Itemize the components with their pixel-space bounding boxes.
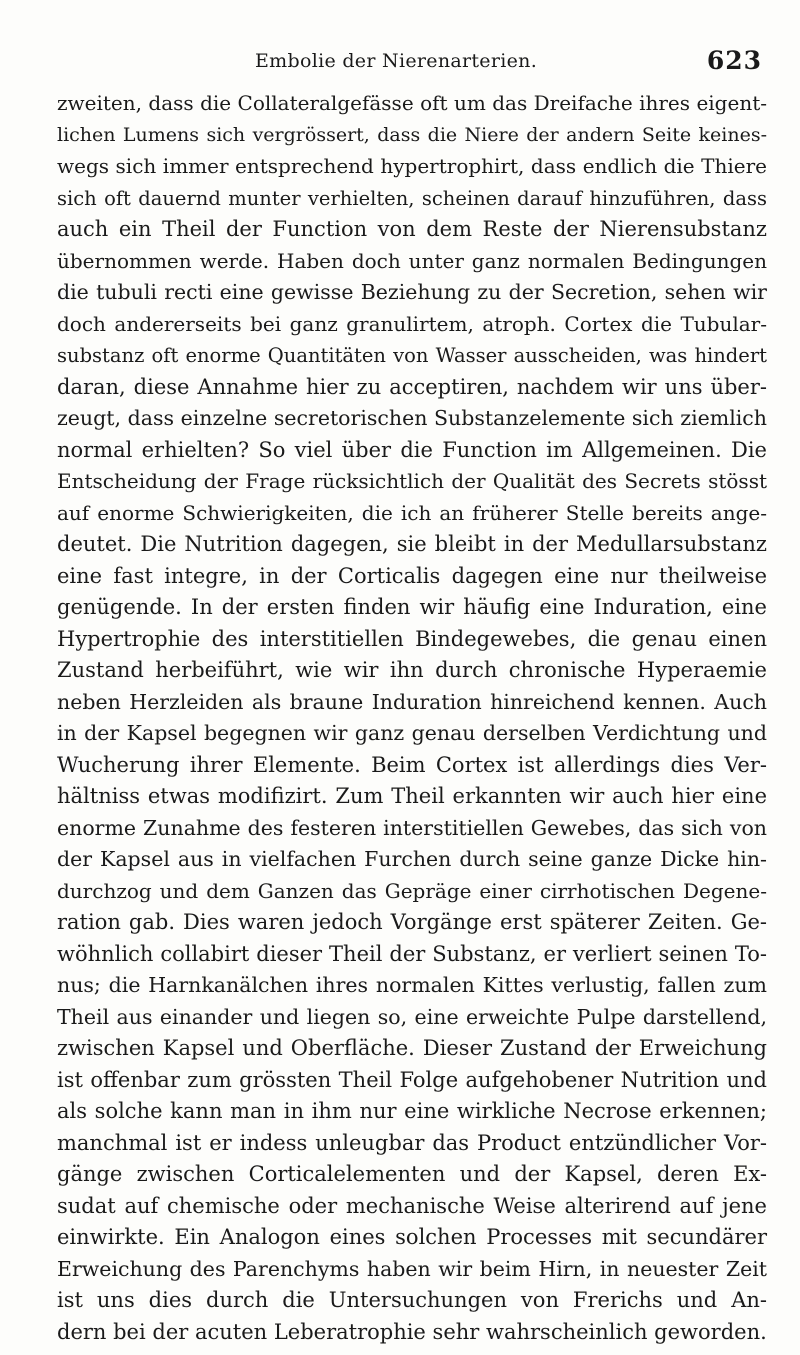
text-line: durchzog und dem Ganzen das Gepräge einer cirrhotischen Degene- [57,878,767,903]
text-line: wöhnlich collabirt dieser Theil der Substanz, er verliert seinen To- [57,941,767,966]
text-line: Theil aus einander und liegen so, eine erweichte Pulpe darstellend, [57,1004,767,1029]
page-number: 623 [706,46,762,75]
text-line: deutet. Die Nutrition dagegen, sie bleibt in der Medullarsubstanz [57,532,767,556]
text-line: ist offenbar zum grössten Theil Folge aufgehobener Nutrition und [57,1067,767,1092]
text-line: übernommen werde. Haben doch unter ganz normalen Bedingungen [57,248,767,273]
text-line: auch ein Theil der Function von dem Reste der Nierensubstanz [57,217,767,241]
text-line: zeugt, dass einzelne secretorischen Substanzelemente sich ziemlich [57,406,767,430]
text-line: doch andererseits bei ganz granulirtem, atroph. Cortex die Tubular- [57,311,767,336]
text-line: wegs sich immer entsprechend hypertrophirt, dass endlich die Thiere [57,154,767,178]
text-line: enorme Zunahme des festeren interstitiellen Gewebes, das sich von [57,815,767,840]
text-line: zweiten, dass die Collateralgefässe oft um das Dreifache ihres eigent- [57,91,767,115]
text-line: Wucherung ihrer Elemente. Beim Cortex ist allerdings dies Ver- [57,752,767,777]
text-line: auf enorme Schwierigkeiten, die ich an früherer Stelle bereits ange- [57,500,767,525]
text-line: der Kapsel aus in vielfachen Furchen durch seine ganze Dicke hin- [57,847,767,871]
text-line: eine fast integre, in der Corticalis dagegen eine nur theilweise [57,563,767,588]
text-line: Hypertrophie des interstitiellen Bindegewebes, die genau einen [57,626,767,651]
text-line: Zustand herbeiführt, wie wir ihn durch chronische Hyperaemie [57,658,767,682]
text-line: genügende. In der ersten finden wir häufig eine Induration, eine [57,595,767,619]
text-line: substanz oft enorme Quantitäten von Wasser ausscheiden, was hindert [57,344,767,367]
text-line: die tubuli recti eine gewisse Beziehung zu der Secretion, sehen wir [57,280,767,304]
text-line: einwirkte. Ein Analogon eines solchen Processes mit secundärer [57,1225,767,1249]
text-line: sudat auf chemische oder mechanische Weise alterirend auf jene [57,1193,767,1218]
body-text [57,88,767,1348]
text-line: manchmal ist er indess unleugbar das Product entzündlicher Vor- [57,1130,767,1155]
text-line: zwischen Kapsel und Oberfläche. Dieser Zustand der Erweichung [57,1036,767,1060]
running-title: Embolie der Nierenarterien. [255,50,538,72]
text-line: lichen Lumens sich vergrössert, dass die Niere der andern Seite keines- [57,123,767,146]
text-line: in der Kapsel begegnen wir ganz genau derselben Verdichtung und [57,721,767,745]
text-line: ration gab. Dies waren jedoch Vorgänge erst späterer Zeiten. Ge- [57,910,767,934]
text-line: Entscheidung der Frage rücksichtlich der Qualität des Secrets stösst [57,469,767,493]
text-line: Erweichung des Parenchyms haben wir beim Hirn, in neuester Zeit [57,1256,767,1281]
text-line: gänge zwischen Corticalelementen und der Kapsel, deren Ex- [57,1162,767,1186]
text-line: daran, diese Annahme hier zu acceptiren, nachdem wir uns über- [57,374,767,399]
text-line: neben Herzleiden als braune Induration hinreichend kennen. Auch [57,689,767,714]
text-line: ist uns dies durch die Untersuchungen von Frerichs und An- [57,1288,767,1312]
text-line: dern bei der acuten Leberatrophie sehr wahrscheinlich geworden. [57,1319,767,1344]
page-header [0,44,800,84]
text-line: normal erhielten? So viel über die Function im Allgemeinen. Die [57,437,767,462]
text-line: nus; die Harnkanälchen ihres normalen Kittes verlustig, fallen zum [57,973,767,997]
text-line: hältniss etwas modifizirt. Zum Theil erkannten wir auch hier eine [57,784,767,808]
text-line: sich oft dauernd munter verhielten, scheinen darauf hinzuführen, dass [57,186,767,210]
text-line: als solche kann man in ihm nur eine wirkliche Necrose erkennen; [57,1099,767,1123]
